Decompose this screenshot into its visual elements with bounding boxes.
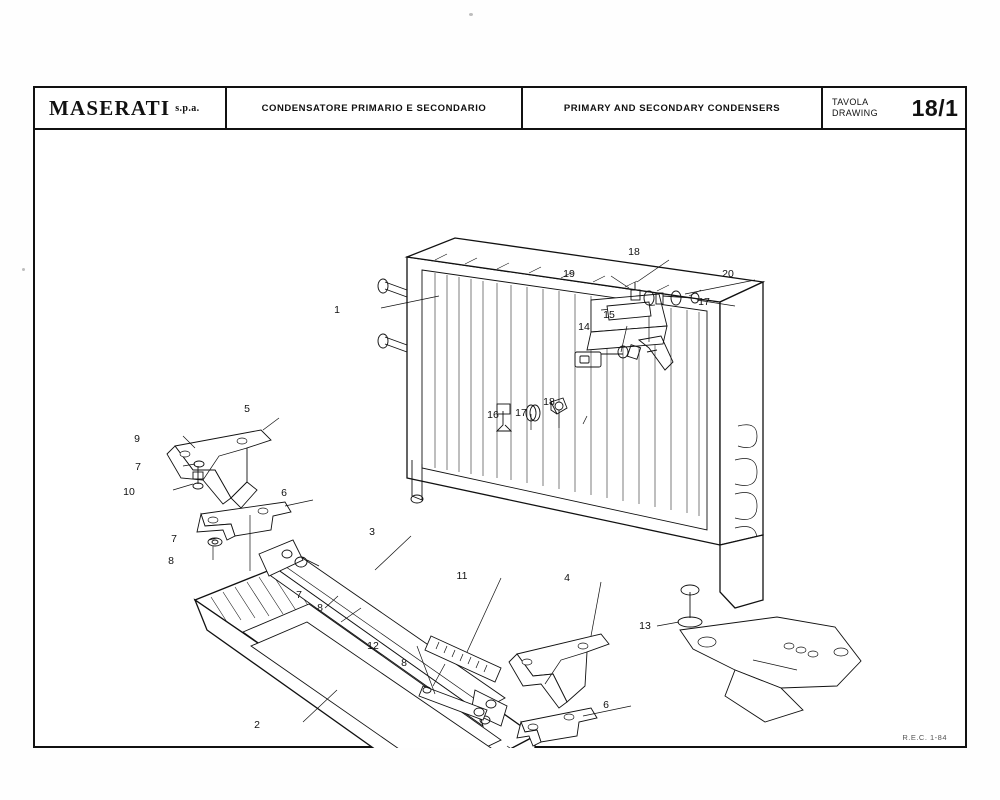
title-italian: CONDENSATORE PRIMARIO E SECONDARIO [227, 88, 523, 128]
scan-speck [22, 268, 25, 271]
callout-13: 13 [639, 620, 651, 632]
callout-3: 3 [369, 526, 375, 538]
scan-speck [469, 13, 473, 16]
callout-2: 2 [254, 719, 260, 731]
callout-20: 20 [722, 268, 734, 280]
plate-label-en: DRAWING [832, 108, 878, 118]
title-block [35, 88, 965, 130]
callout-15: 15 [603, 309, 615, 321]
callout-1: 1 [334, 304, 340, 316]
brand-name: MASERATI [49, 95, 171, 120]
diagram-canvas [35, 130, 965, 748]
callout-8c: 8 [401, 657, 407, 669]
callout-12: 12 [367, 640, 379, 652]
callout-7: 7 [135, 461, 141, 473]
callout-9: 9 [134, 433, 140, 445]
callout-4: 4 [564, 572, 570, 584]
callout-11: 11 [456, 570, 468, 582]
callout-7b: 7 [171, 533, 177, 545]
callout-8: 8 [168, 555, 174, 567]
callout-8b: 8 [317, 602, 323, 614]
plate-label [823, 88, 905, 128]
callout-17: 17 [515, 407, 527, 419]
callout-6: 6 [281, 487, 287, 499]
title-english: PRIMARY AND SECONDARY CONDENSERS [523, 88, 823, 128]
callout-5: 5 [244, 403, 250, 415]
revision-footnote: R.E.C. 1-84 [902, 733, 947, 742]
callout-6-lower: 6 [603, 699, 609, 711]
callout-18b: 18 [628, 246, 640, 258]
plate-number: 18/1 [911, 94, 959, 121]
callout-17b: 17 [698, 296, 710, 308]
exploded-parts-drawing [35, 130, 965, 748]
callout-14: 14 [578, 321, 590, 333]
callout-16: 16 [487, 409, 499, 421]
lower-support-plate [680, 617, 861, 722]
brand-suffix: s.p.a. [175, 102, 200, 114]
plate-label-it: TAVOLA [832, 97, 869, 107]
bracket-4 [509, 634, 609, 708]
callout-10: 10 [123, 486, 135, 498]
callout-18: 18 [543, 396, 555, 408]
brand-cell [35, 88, 227, 128]
bracket-5 [167, 430, 271, 508]
callout-19: 19 [563, 268, 575, 280]
drawing-sheet [33, 86, 967, 748]
secondary-condenser [195, 562, 535, 748]
callout-7c: 7 [296, 589, 302, 601]
